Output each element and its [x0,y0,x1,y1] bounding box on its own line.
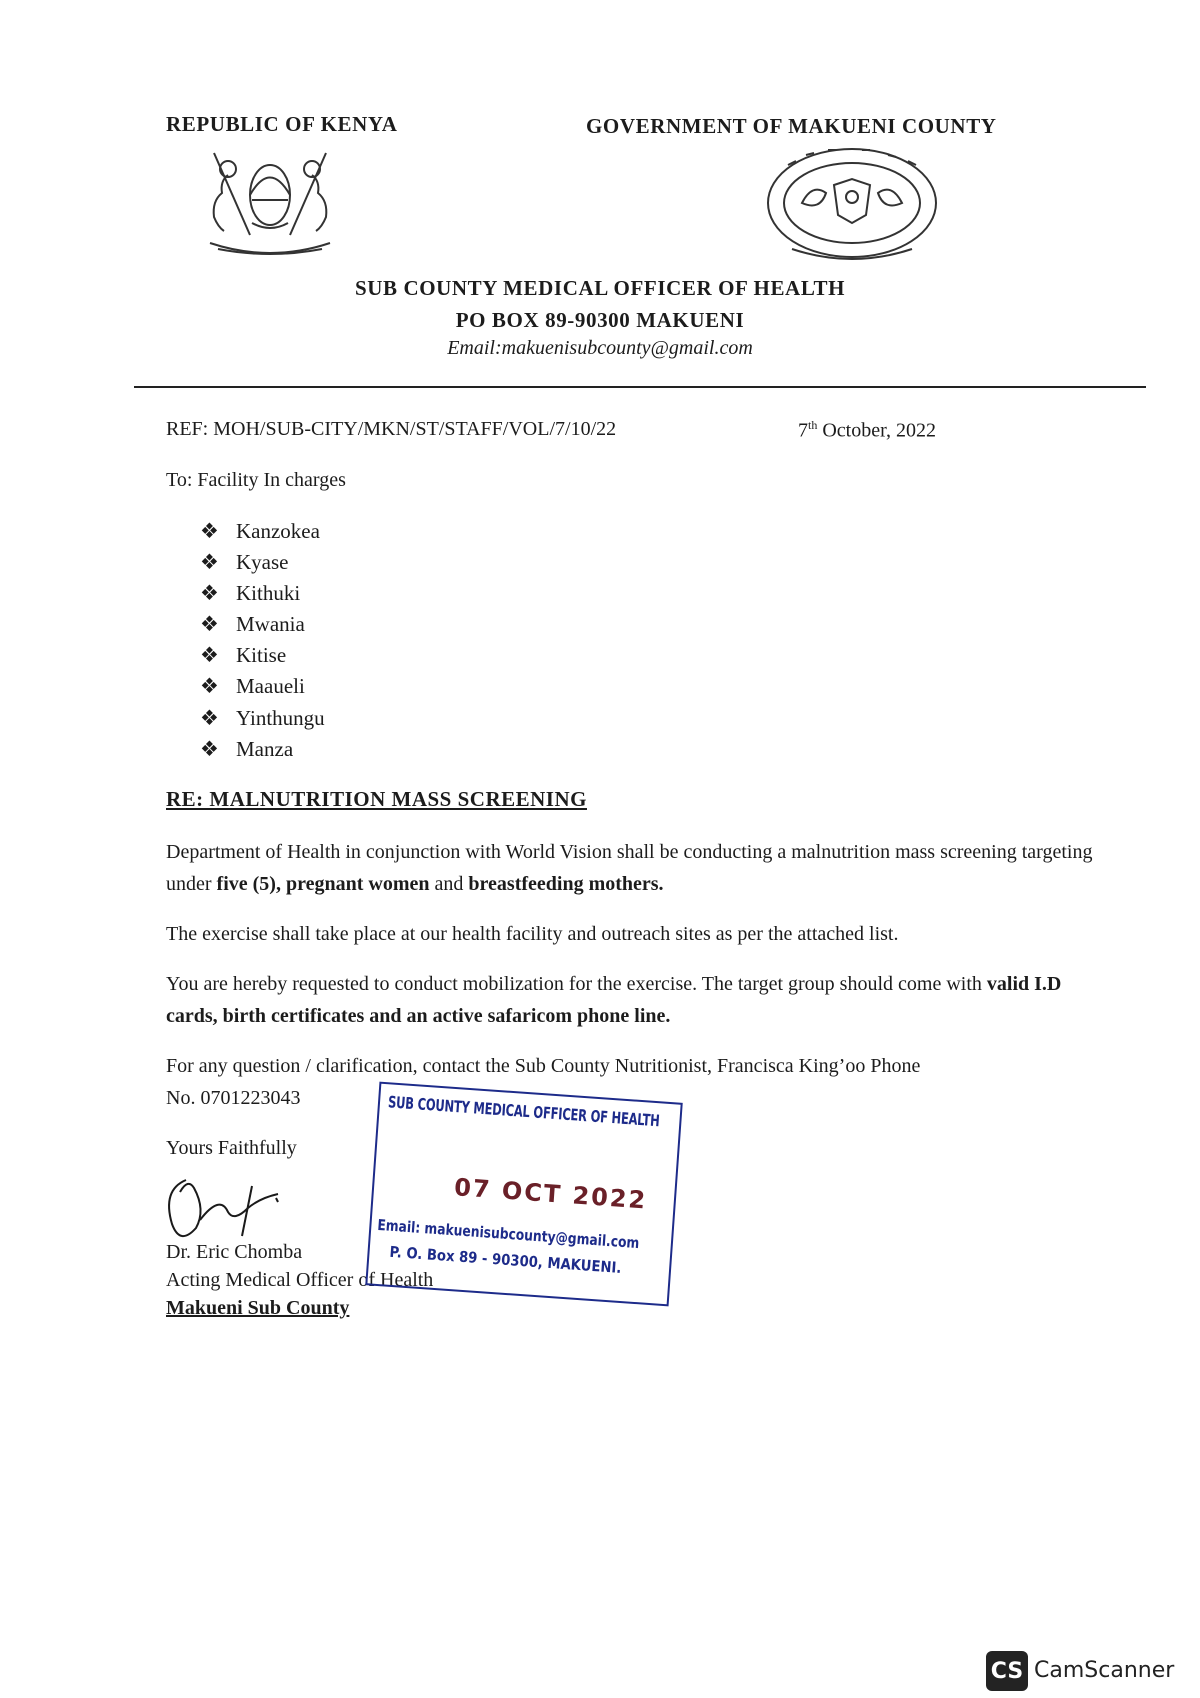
stamp-email: Email: makuenisubcounty@gmail.com [376,1215,640,1253]
paragraph-screening: Department of Health in conjunction with World Vision shall be conducting a malnutrition mass screening targeting under five (5), pregnant women and breastfeeding mothers. [166,841,1093,895]
paragraph-location: The exercise shall take place at our health facility and outreach sites as per the attached list. [166,923,899,945]
county-government-label: GOVERNMENT OF MAKUENI COUNTY [586,114,997,138]
po-box: PO BOX 89-90300 MAKUENI [455,308,745,332]
list-item: ❖ Kanzokea [200,519,320,543]
stamp-box: P. O. Box 89 - 90300, MAKUENI. [389,1242,622,1277]
header-divider [134,386,1146,388]
official-stamp [365,1082,682,1307]
paragraph-contact: For any question / clarification, contact the Sub County Nutritionist, Francisca King’oo Phone No. 0701223043 [166,1055,921,1109]
camscanner-logo-icon: CS [986,1651,1028,1691]
bullet-icon: ❖ [200,519,219,543]
list-item: ❖ Maaueli [200,674,305,698]
office-name: SUB COUNTY MEDICAL OFFICER OF HEALTH [354,276,846,300]
list-item: ❖ Kithuki [200,581,301,605]
list-item: ❖ Kyase [200,550,289,574]
list-item: ❖ Yinthungu [200,706,325,730]
subject-line: RE: MALNUTRITION MASS SCREENING [166,787,587,811]
office-email: Email:makuenisubcounty@gmail.com [447,337,753,359]
bullet-icon: ❖ [200,550,219,574]
closing: Yours Faithfully [166,1137,297,1159]
republic-label: REPUBLIC OF KENYA [166,112,398,136]
stamp-title: SUB COUNTY MEDICAL OFFICER OF HEALTH [387,1092,661,1131]
signatory-title: Acting Medical Officer of Health [166,1269,434,1291]
signatory-name: Dr. Eric Chomba [166,1241,303,1263]
bullet-icon: ❖ [200,737,219,761]
bullet-icon: ❖ [200,612,219,636]
list-item: ❖ Kitise [200,643,287,667]
list-item: ❖ Mwania [200,612,305,636]
makueni-county-seal-icon [762,145,942,265]
kenya-coat-of-arms-icon [190,145,350,265]
camscanner-label: CamScanner [1034,1658,1175,1683]
reference-number: REF: MOH/SUB-CITY/MKN/ST/STAFF/VOL/7/10/22 [166,418,617,440]
bullet-icon: ❖ [200,643,219,667]
recipient-line: To: Facility In charges [166,469,346,491]
letter-date: 7th October, 2022 [798,418,936,442]
paragraph-mobilization: You are hereby requested to conduct mobilization for the exercise. The target group should come with valid I.D cards, birth certificates and an active safaricom phone line. [166,973,1062,1027]
bullet-icon: ❖ [200,581,219,605]
bullet-icon: ❖ [200,674,219,698]
bullet-icon: ❖ [200,706,219,730]
signatory-unit: Makueni Sub County [166,1297,350,1319]
list-item: ❖ Manza [200,737,294,761]
stamp-date: 07 OCT 2022 [453,1173,649,1215]
